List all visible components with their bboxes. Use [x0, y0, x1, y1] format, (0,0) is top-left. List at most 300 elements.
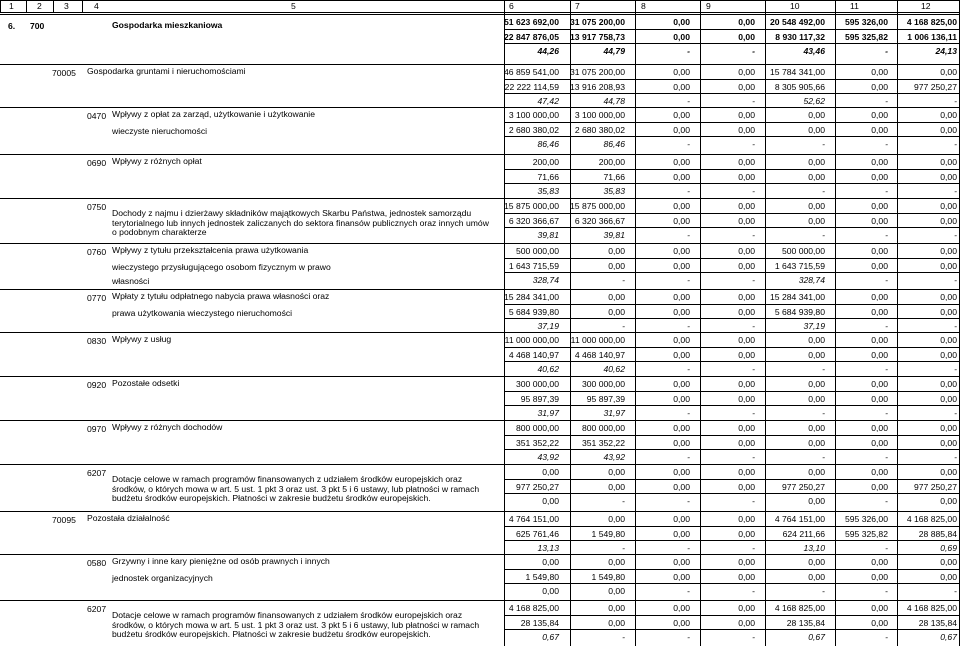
cell-col-10: 0,00 [808, 557, 825, 567]
cell-col-11: 0,00 [871, 617, 888, 628]
sub-row-separator [504, 629, 960, 630]
cell-col-9: 0,00 [738, 201, 755, 211]
cell-col-12: - [954, 364, 957, 374]
cell-col-10: 13,10 [803, 543, 825, 553]
cell-col-10: - [822, 186, 825, 196]
cell-col-9: 0,00 [738, 514, 755, 524]
cell-col-9: 0,00 [738, 528, 755, 539]
cell-col-6: 46 859 541,00 [504, 67, 559, 77]
sub-row-separator [504, 183, 960, 184]
cell-col-7: 4 468 140,97 [574, 349, 625, 360]
cell-col-10: 5 684 939,80 [774, 306, 825, 317]
cell-col-11: 0,00 [871, 171, 888, 182]
column-header-7: 7 [575, 1, 580, 11]
subchapter-code: 70095 [52, 515, 76, 525]
cell-col-11: 0,00 [871, 481, 888, 492]
cell-col-8: 0,00 [673, 528, 690, 539]
column-header-6: 6 [509, 1, 514, 11]
cell-col-10: 20 548 492,00 [770, 17, 825, 27]
cell-col-7: 800 000,00 [581, 423, 625, 433]
row-separator [0, 64, 960, 65]
cell-col-10: 4 764 151,00 [774, 514, 825, 524]
cell-col-8: - [687, 543, 690, 553]
cell-col-9: 0,00 [738, 292, 755, 302]
row-separator [0, 376, 960, 377]
cell-col-6: 86,46 [537, 139, 559, 149]
cell-col-9: 0,00 [738, 215, 755, 226]
cell-col-6: 40,62 [537, 364, 559, 374]
row-description-continued: jednostek organizacyjnych [112, 573, 213, 583]
cell-col-7: 0,00 [608, 246, 625, 256]
cell-col-7: 44,79 [603, 46, 625, 56]
cell-col-8: 0,00 [673, 481, 690, 492]
cell-col-11: - [885, 586, 888, 596]
cell-col-11: - [885, 543, 888, 553]
paragraph-code: 6207 [87, 604, 107, 614]
cell-col-7: - [622, 632, 625, 642]
cell-col-8: 0,00 [673, 215, 690, 226]
cell-col-7: 43,92 [603, 452, 625, 462]
cell-col-12: - [954, 96, 957, 106]
cell-col-12: 0,00 [940, 306, 957, 317]
cell-col-10: 4 168 825,00 [774, 603, 825, 613]
cell-col-7: 44,78 [603, 96, 625, 106]
cell-col-12: 24,13 [935, 46, 957, 56]
cell-col-10: 0,00 [808, 571, 825, 582]
cell-col-6: 15 284 341,00 [504, 292, 559, 302]
cell-col-12: 0,69 [940, 543, 957, 553]
cell-col-7: 11 000 000,00 [570, 335, 625, 345]
subchapter-code: 70005 [52, 68, 76, 78]
cell-col-9: - [752, 230, 755, 240]
cell-col-10: 0,00 [808, 215, 825, 226]
cell-col-12: - [954, 275, 957, 285]
cell-col-6: 5 684 939,80 [508, 306, 559, 317]
row-description: Dotacje celowe w ramach programów finansowanych z udziałem środków europejskich oraz środków, o których mowa w art. 5 ust. 1 pkt 3 oraz ust. 3 pkt 5 i 6 ustawy, lub płatności w ramach budżetu środków europejskich. Płatności w zakresie budżetu środków europejskich. [112, 474, 480, 503]
paragraph-code: 0770 [87, 293, 107, 303]
cell-col-8: - [687, 230, 690, 240]
cell-col-12: - [954, 321, 957, 331]
row-description: Pozostała działalność [87, 513, 170, 523]
cell-col-9: 0,00 [738, 67, 755, 77]
sub-row-separator [504, 29, 960, 30]
cell-col-10: - [822, 364, 825, 374]
header-divider [82, 1, 83, 12]
sub-row-separator [504, 493, 960, 494]
row-description: Grzywny i inne kary pieniężne od osób prawnych i innych [112, 556, 330, 566]
cell-col-11: 0,00 [871, 260, 888, 271]
cell-col-6: 44,26 [537, 46, 559, 56]
cell-col-12: - [954, 452, 957, 462]
column-header-8: 8 [641, 1, 646, 11]
cell-col-6: 800 000,00 [515, 423, 559, 433]
row-description: Gospodarka gruntami i nieruchomościami [87, 66, 246, 76]
cell-col-9: 0,00 [738, 110, 755, 120]
cell-col-9: 0,00 [738, 246, 755, 256]
cell-col-12: 0,00 [940, 393, 957, 404]
cell-col-10: 0,00 [808, 349, 825, 360]
cell-col-10: 328,74 [798, 275, 825, 285]
sub-row-separator [504, 93, 960, 94]
cell-col-7: - [622, 496, 625, 506]
cell-col-9: 0,00 [738, 349, 755, 360]
cell-col-10: 52,62 [803, 96, 825, 106]
cell-col-11: 0,00 [871, 349, 888, 360]
cell-col-9: - [752, 46, 755, 56]
cell-col-6: 4 468 140,97 [508, 349, 559, 360]
sub-row-separator [504, 449, 960, 450]
cell-col-10: 15 284 341,00 [770, 292, 825, 302]
cell-col-10: 500 000,00 [781, 246, 825, 256]
cell-col-12: 0,00 [940, 124, 957, 135]
cell-col-10: 0,00 [808, 423, 825, 433]
cell-col-11: 0,00 [871, 157, 888, 167]
cell-col-12: 28 135,84 [918, 617, 957, 628]
row-separator [0, 198, 960, 199]
cell-col-6: 22 847 876,05 [504, 31, 559, 42]
sub-row-separator [504, 615, 960, 616]
cell-col-9: - [752, 452, 755, 462]
cell-col-7: 0,00 [608, 306, 625, 317]
cell-col-12: 0,00 [940, 557, 957, 567]
cell-col-6: 28 135,84 [520, 617, 559, 628]
cell-col-10: 977 250,27 [781, 481, 825, 492]
cell-col-11: - [885, 364, 888, 374]
paragraph-code: 0580 [87, 558, 107, 568]
cell-col-11: 0,00 [871, 393, 888, 404]
cell-col-10: 0,67 [808, 632, 825, 642]
cell-col-11: 0,00 [871, 292, 888, 302]
cell-col-7: 0,00 [608, 617, 625, 628]
cell-col-9: 0,00 [738, 557, 755, 567]
cell-col-12: 0,00 [940, 171, 957, 182]
cell-col-7: 6 320 366,67 [574, 215, 625, 226]
sub-row-separator [504, 79, 960, 80]
cell-col-6: 0,00 [542, 586, 559, 596]
cell-col-9: - [752, 96, 755, 106]
cell-col-7: 71,66 [603, 171, 625, 182]
cell-col-9: 0,00 [738, 571, 755, 582]
cell-col-8: - [687, 275, 690, 285]
cell-col-12: 4 168 825,00 [906, 17, 957, 27]
cell-col-7: 0,00 [608, 557, 625, 567]
cell-col-10: - [822, 452, 825, 462]
header-divider [700, 1, 701, 12]
cell-col-6: 47,42 [537, 96, 559, 106]
cell-col-10: 43,46 [803, 46, 825, 56]
column-header-3: 3 [64, 1, 69, 11]
cell-col-12: 28 885,84 [918, 528, 957, 539]
cell-col-8: 0,00 [673, 437, 690, 448]
sub-row-separator [504, 361, 960, 362]
cell-col-8: - [687, 186, 690, 196]
cell-col-12: 0,00 [940, 201, 957, 211]
row-description: Wpłaty z tytułu odpłatnego nabycia prawa własności oraz [112, 291, 330, 301]
cell-col-11: - [885, 496, 888, 506]
cell-col-9: - [752, 364, 755, 374]
cell-col-6: 0,00 [542, 467, 559, 477]
cell-col-10: 0,00 [808, 379, 825, 389]
sub-row-separator [504, 405, 960, 406]
header-divider [504, 1, 505, 12]
cell-col-10: 1 643 715,59 [774, 260, 825, 271]
cell-col-12: - [954, 230, 957, 240]
cell-col-7: 0,00 [608, 514, 625, 524]
cell-col-7: 39,81 [603, 230, 625, 240]
cell-col-6: 4 168 825,00 [508, 603, 559, 613]
cell-col-11: - [885, 96, 888, 106]
column-header-9: 9 [706, 1, 711, 11]
row-description: Dochody z najmu i dzierżawy składników majątkowych Skarbu Państwa, jednostek samorządu terytorialnego lub innych jednostek zaliczanych do sektora finansów publicznych oraz innych umów o podobnym charakterze [112, 208, 489, 237]
cell-col-8: 0,00 [673, 393, 690, 404]
cell-col-8: 0,00 [673, 292, 690, 302]
cell-col-9: 0,00 [738, 379, 755, 389]
cell-col-11: 595 326,00 [844, 17, 888, 27]
cell-col-8: 0,00 [673, 157, 690, 167]
cell-col-10: 0,00 [808, 110, 825, 120]
row-description-continued: wieczyste nieruchomości [112, 126, 208, 136]
cell-col-7: - [622, 543, 625, 553]
cell-col-6: 6 320 366,67 [508, 215, 559, 226]
cell-col-11: 0,00 [871, 110, 888, 120]
cell-col-11: - [885, 452, 888, 462]
row-description: Dotacje celowe w ramach programów finansowanych z udziałem środków europejskich oraz środków, o których mowa w art. 5 ust. 1 pkt 3 oraz ust. 3 pkt 5 i 6 ustawy, lub płatności w ramach budżetu środków europejskich. Płatności w zakresie budżetu środków europejskich. [112, 610, 480, 639]
cell-col-11: 0,00 [871, 246, 888, 256]
cell-col-12: 4 168 825,00 [906, 603, 957, 613]
header-divider [26, 1, 27, 12]
cell-col-9: 0,00 [738, 437, 755, 448]
cell-col-7: 1 549,80 [591, 571, 625, 582]
cell-col-11: 0,00 [871, 571, 888, 582]
sub-row-separator [504, 526, 960, 527]
cell-col-9: 0,00 [738, 617, 755, 628]
cell-col-8: 0,00 [673, 110, 690, 120]
cell-col-9: - [752, 408, 755, 418]
cell-col-10: 0,00 [808, 437, 825, 448]
cell-col-12: - [954, 139, 957, 149]
sub-row-separator [504, 435, 960, 436]
cell-col-10: - [822, 230, 825, 240]
cell-col-10: 0,00 [808, 393, 825, 404]
cell-col-11: - [885, 632, 888, 642]
cell-col-11: 0,00 [871, 379, 888, 389]
paragraph-code: 0690 [87, 158, 107, 168]
sub-row-separator [504, 583, 960, 584]
cell-col-10: 0,00 [808, 201, 825, 211]
cell-col-7: - [622, 321, 625, 331]
cell-col-9: - [752, 586, 755, 596]
cell-col-8: 0,00 [673, 171, 690, 182]
cell-col-7: 1 549,80 [591, 528, 625, 539]
cell-col-9: 0,00 [738, 124, 755, 135]
sub-row-separator [504, 227, 960, 228]
sub-row-separator [504, 569, 960, 570]
cell-col-12: 0,00 [940, 260, 957, 271]
cell-col-6: 977 250,27 [515, 481, 559, 492]
column-header-12: 12 [921, 1, 931, 11]
cell-col-10: 0,00 [808, 335, 825, 345]
cell-col-8: 0,00 [673, 67, 690, 77]
cell-col-7: 0,00 [608, 481, 625, 492]
cell-col-7: 86,46 [603, 139, 625, 149]
cell-col-12: 977 250,27 [913, 81, 957, 92]
cell-col-8: 0,00 [673, 31, 690, 42]
cell-col-9: 0,00 [738, 335, 755, 345]
cell-col-8: 0,00 [673, 124, 690, 135]
cell-col-8: 0,00 [673, 201, 690, 211]
cell-col-6: 39,81 [537, 230, 559, 240]
cell-col-7: 0,00 [608, 292, 625, 302]
cell-col-9: 0,00 [738, 157, 755, 167]
row-separator [0, 420, 960, 421]
cell-col-6: 15 875 000,00 [504, 201, 559, 211]
cell-col-9: - [752, 543, 755, 553]
cell-col-8: - [687, 139, 690, 149]
column-header-5: 5 [291, 1, 296, 11]
cell-col-9: 0,00 [738, 31, 755, 42]
cell-col-7: 200,00 [598, 157, 625, 167]
cell-col-11: 0,00 [871, 215, 888, 226]
cell-col-11: 0,00 [871, 201, 888, 211]
cell-col-8: 0,00 [673, 81, 690, 92]
cell-col-10: 0,00 [808, 496, 825, 506]
row-separator [0, 511, 960, 512]
cell-col-11: - [885, 321, 888, 331]
cell-col-6: 95 897,39 [520, 393, 559, 404]
cell-col-6: 351 352,22 [515, 437, 559, 448]
row-separator [0, 554, 960, 555]
cell-col-12: 0,00 [940, 349, 957, 360]
cell-col-12: - [954, 186, 957, 196]
paragraph-code: 6207 [87, 468, 107, 478]
sub-row-separator [504, 479, 960, 480]
cell-col-6: 1 549,80 [525, 571, 559, 582]
cell-col-10: 0,00 [808, 157, 825, 167]
cell-col-6: 500 000,00 [515, 246, 559, 256]
cell-col-7: - [622, 275, 625, 285]
cell-col-7: 300 000,00 [581, 379, 625, 389]
cell-col-6: 43,92 [537, 452, 559, 462]
cell-col-11: 0,00 [871, 67, 888, 77]
cell-col-12: 977 250,27 [913, 481, 957, 492]
sub-row-separator [504, 213, 960, 214]
cell-col-6: 200,00 [532, 157, 559, 167]
header-divider [570, 1, 571, 12]
cell-col-9: 0,00 [738, 423, 755, 433]
cell-col-9: 0,00 [738, 481, 755, 492]
cell-col-6: 0,67 [542, 632, 559, 642]
cell-col-10: 0,00 [808, 124, 825, 135]
paragraph-code: 0830 [87, 336, 107, 346]
cell-col-9: - [752, 321, 755, 331]
paragraph-code: 0970 [87, 424, 107, 434]
cell-col-11: 595 325,82 [844, 528, 888, 539]
cell-col-8: - [687, 496, 690, 506]
cell-col-8: 0,00 [673, 17, 690, 27]
cell-col-12: 0,00 [940, 496, 957, 506]
cell-col-11: - [885, 139, 888, 149]
paragraph-code: 0920 [87, 380, 107, 390]
cell-col-12: - [954, 408, 957, 418]
cell-col-8: 0,00 [673, 617, 690, 628]
cell-col-6: 51 623 692,00 [504, 17, 559, 27]
cell-col-12: 0,00 [940, 215, 957, 226]
cell-col-8: 0,00 [673, 467, 690, 477]
paragraph-code: 0760 [87, 247, 107, 257]
sub-row-separator [504, 304, 960, 305]
cell-col-12: 0,00 [940, 423, 957, 433]
column-header-1: 1 [9, 1, 14, 11]
cell-col-9: - [752, 632, 755, 642]
cell-col-6: 11 000 000,00 [504, 335, 559, 345]
cell-col-12: 0,00 [940, 467, 957, 477]
row-description: Pozostałe odsetki [112, 378, 180, 388]
cell-col-12: 0,00 [940, 292, 957, 302]
cell-col-7: 35,83 [603, 186, 625, 196]
cell-col-8: - [687, 96, 690, 106]
sub-row-separator [504, 122, 960, 123]
cell-col-9: 0,00 [738, 393, 755, 404]
cell-col-7: 0,00 [608, 603, 625, 613]
cell-col-12: 0,00 [940, 157, 957, 167]
cell-col-12: 0,67 [940, 632, 957, 642]
cell-col-9: 0,00 [738, 467, 755, 477]
cell-col-6: 0,00 [542, 496, 559, 506]
cell-col-12: 0,00 [940, 246, 957, 256]
cell-col-11: - [885, 408, 888, 418]
sub-row-separator [504, 258, 960, 259]
row-description: Gospodarka mieszkaniowa [112, 20, 223, 30]
cell-col-7: 40,62 [603, 364, 625, 374]
sub-row-separator [504, 318, 960, 319]
cell-col-12: 1 006 136,11 [907, 31, 957, 42]
sub-row-separator [504, 43, 960, 44]
cell-col-7: 13 917 758,73 [570, 31, 625, 42]
cell-col-6: 3 100 000,00 [508, 110, 559, 120]
cell-col-9: 0,00 [738, 603, 755, 613]
cell-col-8: - [687, 321, 690, 331]
sub-row-separator [504, 136, 960, 137]
row-description-continued: wieczystego przysługującego osobom fizycznym w prawo [112, 262, 331, 272]
row-separator [0, 243, 960, 244]
cell-col-11: - [885, 230, 888, 240]
sub-row-separator [504, 169, 960, 170]
header-divider [897, 1, 898, 12]
cell-col-8: - [687, 452, 690, 462]
cell-col-10: 15 784 341,00 [770, 67, 825, 77]
cell-col-7: 351 352,22 [581, 437, 625, 448]
cell-col-6: 13,13 [537, 543, 559, 553]
cell-col-7: 31 075 200,00 [570, 17, 625, 27]
cell-col-6: 1 643 715,59 [508, 260, 559, 271]
cell-col-12: 4 168 825,00 [906, 514, 957, 524]
cell-col-11: 0,00 [871, 335, 888, 345]
cell-col-9: - [752, 275, 755, 285]
cell-col-7: 95 897,39 [586, 393, 625, 404]
column-header-10: 10 [790, 1, 800, 11]
cell-col-12: 0,00 [940, 110, 957, 120]
cell-col-7: 0,00 [608, 586, 625, 596]
cell-col-7: 0,00 [608, 467, 625, 477]
cell-col-8: - [687, 46, 690, 56]
cell-col-8: 0,00 [673, 557, 690, 567]
header-divider [835, 1, 836, 12]
cell-col-8: 0,00 [673, 246, 690, 256]
cell-col-8: 0,00 [673, 423, 690, 433]
cell-col-11: 0,00 [871, 467, 888, 477]
cell-col-6: 35,83 [537, 186, 559, 196]
paragraph-code: 0470 [87, 111, 107, 121]
